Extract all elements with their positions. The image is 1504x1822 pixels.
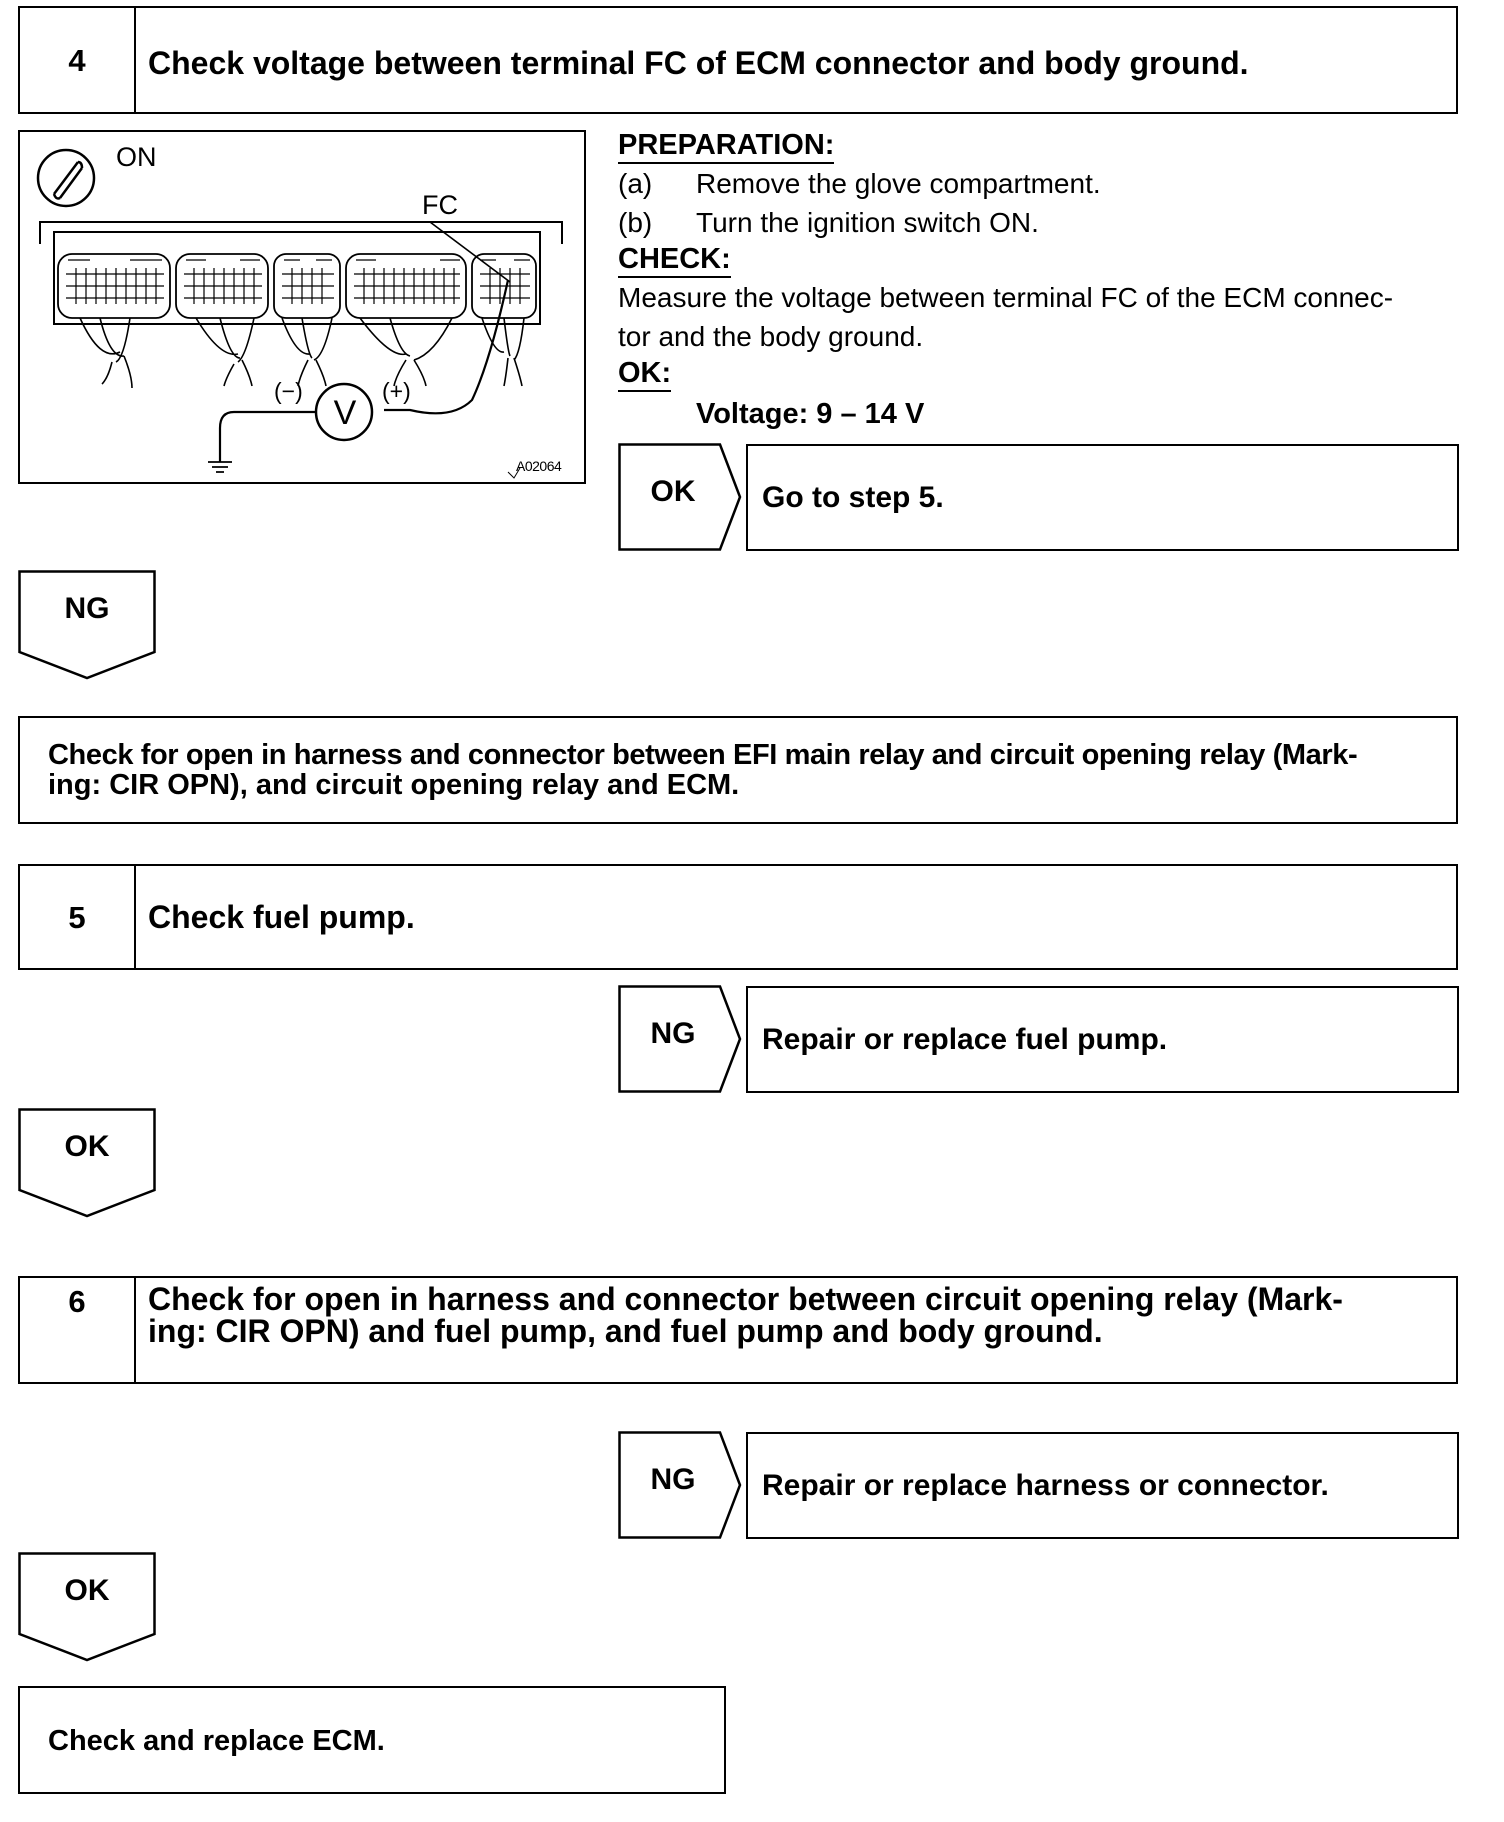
step-6-ng-result: Repair or replace harness or connector. [746,1432,1459,1539]
ecm-connector-diagram [20,132,583,481]
step-6-ok-tag [18,1552,156,1662]
step-5-ok-tag [18,1108,156,1218]
step-4-ng-tag [18,570,156,680]
step-number: 5 [20,866,136,968]
ng-action-line-1: Check for open in harness and connector between EFI main relay and circuit opening relay (Mark- [48,739,1358,771]
step-number: 6 [20,1278,136,1382]
check-header: CHECK: [618,242,731,278]
prep-item-b [618,203,1468,242]
ok-tag-label: OK [64,1130,110,1163]
ng-tag-label: NG [650,1463,696,1496]
check-line-1: Measure the voltage between terminal FC of the ECM connec- [618,282,1394,313]
step-title: Check voltage between terminal FC of ECM connector and body ground. [148,45,1249,81]
ignition-key-icon [38,150,94,206]
step-6-ng-tag [618,1431,742,1539]
step-4-ng-action [18,716,1458,824]
ground-symbol [208,462,232,472]
ok-tag-label: OK [650,475,696,508]
step-5-ng-result: Repair or replace fuel pump. [746,986,1459,1093]
step-4-header [18,6,1458,114]
step-title-line-1: Check for open in harness and connector between circuit opening relay (Mark- [148,1281,1343,1317]
final-action-box [18,1686,726,1794]
ng-tag-label: NG [64,592,110,625]
figure-id: A02064 [516,458,562,474]
ecm-connector-figure [18,130,586,484]
meter-label: V [333,394,357,432]
positive-label: (+) [382,378,411,404]
check-line-2: tor and the body ground. [618,321,924,352]
prep-item-a [618,164,1468,203]
ng-tag-label: NG [650,1017,696,1050]
step-number: 4 [20,8,136,112]
step-4-ok-tag [618,443,742,551]
step-4-ok-result: Go to step 5. [746,444,1459,551]
preparation-header: PREPARATION: [618,128,834,164]
step-title: Check fuel pump. [148,899,415,935]
step-title-line-2: ing: CIR OPN) and fuel pump, and fuel pump and body ground. [148,1313,1103,1349]
connector-pins [66,260,530,304]
step-5-ng-tag [618,985,742,1093]
terminal-fc-label: FC [422,190,458,220]
negative-lead [220,412,316,462]
prep-item-a-text: Remove the glove compartment. [696,168,1101,199]
ok-value: Voltage: 9 – 14 V [696,398,925,430]
ignition-on-label: ON [116,142,157,172]
step-4-instructions [618,128,1468,436]
ok-header: OK: [618,356,671,392]
prep-item-b-marker: (b) [618,207,653,238]
negative-label: (−) [274,378,303,404]
step-5-header [18,864,1458,970]
ok-tag-label: OK [64,1574,110,1607]
final-action-text: Check and replace ECM. [48,1725,385,1757]
ng-action-line-2: ing: CIR OPN), and circuit opening relay and ECM. [48,769,740,801]
prep-item-b-text: Turn the ignition switch ON. [696,207,1039,238]
prep-item-a-marker: (a) [618,168,653,199]
step-6-header [18,1276,1458,1384]
